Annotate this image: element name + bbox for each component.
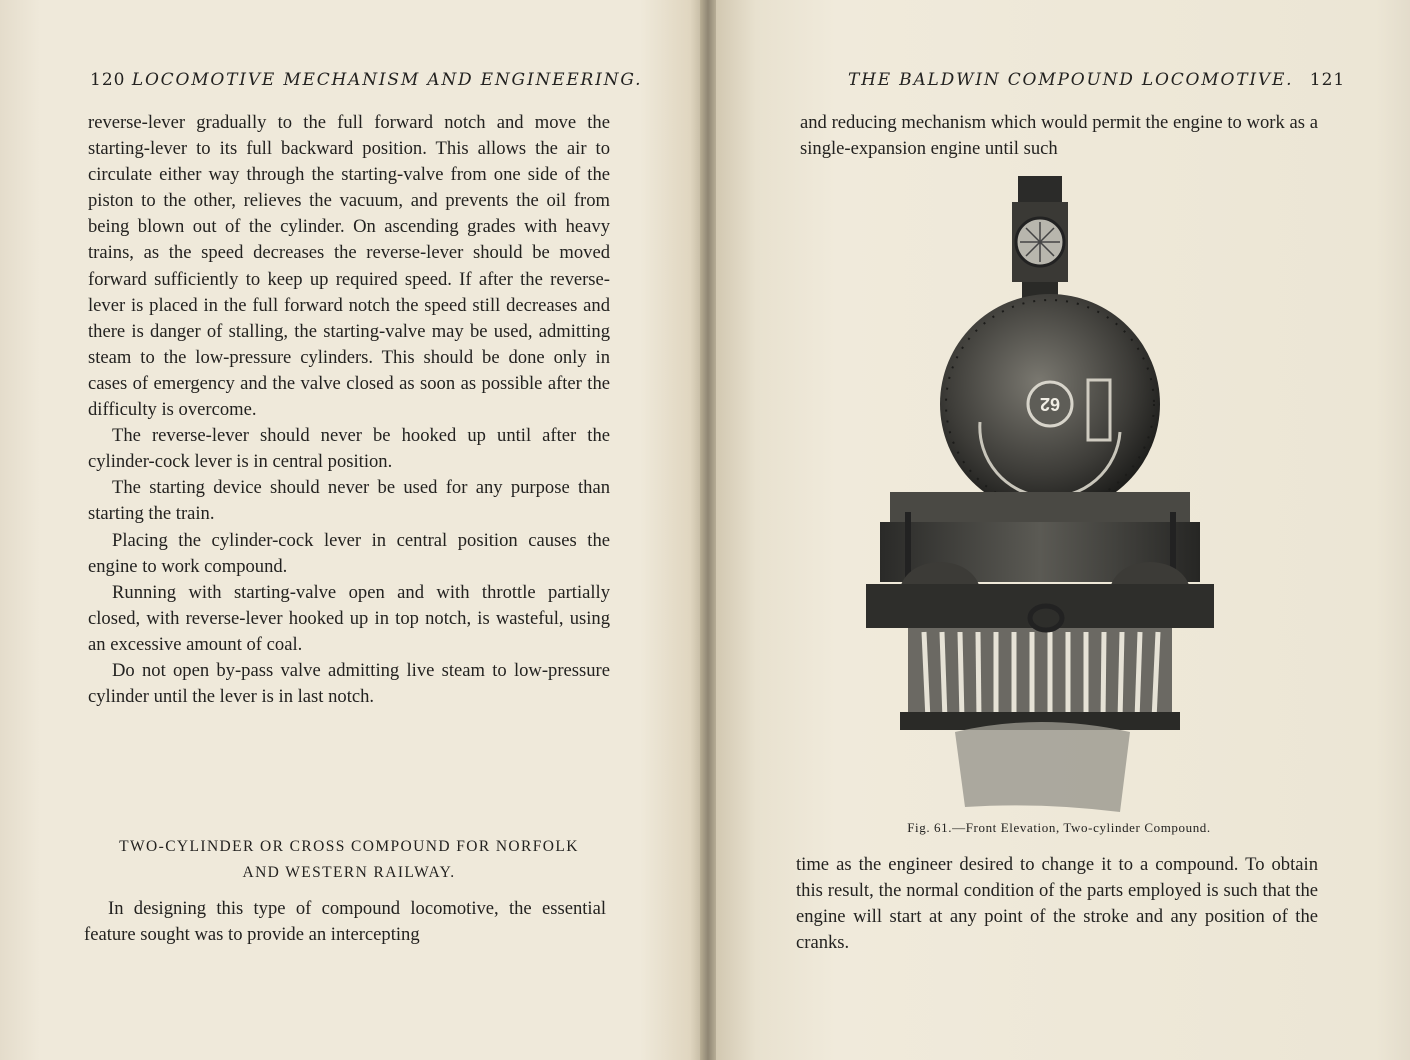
book-gutter [700, 0, 716, 1060]
paragraph: The starting device should never be used for any purpose than starting the train. [88, 477, 610, 525]
section-heading-line: TWO-CYLINDER OR CROSS COMPOUND FOR NORFOLK [119, 838, 579, 855]
paragraph: Placing the cylinder-cock lever in central position causes the engine to work compound. [88, 529, 610, 577]
right-running-head [848, 70, 1345, 90]
paragraph: reverse-lever gradually to the full forward notch and move the starting-lever to its full backward position. This allows the air to circulate either way through the starting-valve from one side of the piston to the other, relieves the vacuum, and prevents the oil from being blown out of the cylinder. On ascending grades with heavy trains, as the speed decreases the reverse-lever should be moved forward sufficiently to keep up required speed. If after the reverse-lever is placed in the full forward notch the speed still decreases and there is danger of stalling, the starting-valve may be used, admitting steam to the low-pressure cylinders. This should be done only in cases of emergency and the valve closed as soon as possible after the difficulty is overcome. [88, 112, 610, 421]
figure-caption-text: —Front Elevation, Two-cylinder Compound. [952, 820, 1211, 835]
paragraph: and reducing mechanism which would permit the engine to work as a single-expansion engine until such [800, 112, 1318, 160]
left-page-number: 120 [90, 70, 126, 90]
section-body-text [84, 896, 606, 948]
left-page [0, 0, 700, 1060]
right-page-number: 121 [1309, 70, 1346, 90]
right-top-text [800, 110, 1318, 162]
section-heading [88, 834, 610, 886]
left-running-title: LOCOMOTIVE MECHANISM AND ENGINEERING. [131, 70, 643, 90]
locomotive-front-illustration [860, 172, 1220, 812]
left-body-text [88, 110, 610, 710]
figure-caption [800, 820, 1318, 836]
ground-shadow [955, 722, 1130, 812]
paragraph: In designing this type of compound locomotive, the essential feature sought was to provide an intercepting [84, 898, 606, 946]
figure-label: Fig. 61. [907, 820, 953, 835]
paragraph: time as the engineer desired to change it to a compound. To obtain this result, the normal condition of the parts employed is such that the engine will start at any point of the stroke and any position of the cranks. [796, 854, 1318, 954]
headlight [1012, 176, 1068, 304]
right-bottom-text [796, 852, 1318, 956]
right-running-title: THE BALDWIN COMPOUND LOCOMOTIVE. [848, 70, 1294, 90]
paragraph: Do not open by-pass valve admitting live steam to low-pressure cylinder until the lever is in last notch. [88, 659, 610, 708]
smokebox-door [940, 294, 1160, 514]
paragraph: The reverse-lever should never be hooked up until after the cylinder-cock lever is in central position. [88, 425, 610, 473]
left-running-head [90, 70, 642, 90]
section-heading-line: AND WESTERN RAILWAY. [242, 864, 456, 881]
paragraph: Running with starting-valve open and with throttle partially closed, with reverse-lever hooked up in top notch, is wasteful, using an excessive amount of coal. [88, 581, 610, 655]
engine-number-plate: 62 [1039, 394, 1061, 414]
